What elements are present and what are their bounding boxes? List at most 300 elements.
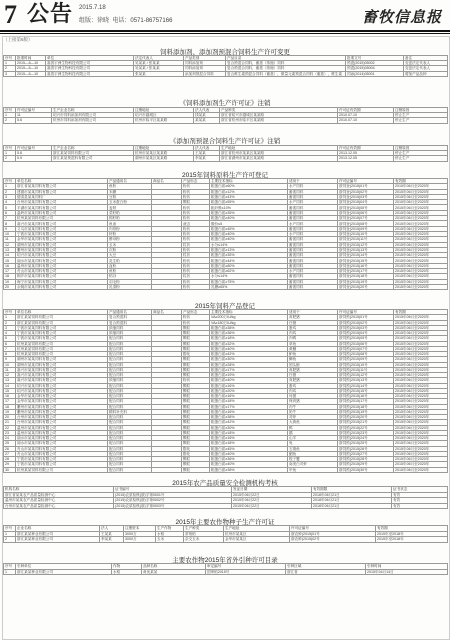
column-header: 生产地址 (224, 526, 290, 532)
table-cell: 育肥猪 (288, 367, 338, 372)
table-cell: 衢州市某某饲料有限公司 (16, 404, 108, 409)
table-cell: 粉状 (182, 258, 210, 263)
table-cell: 畜禽饲料 (288, 205, 338, 210)
table-cell: 变更法定代表人 (404, 61, 448, 66)
table-cell: 杂交玉米 (184, 537, 224, 543)
table-cell: 浙饲登(2015)20号 (338, 284, 394, 289)
table-cell: 2015年06月至2020年 (394, 420, 448, 425)
table-cell: 浙饲登(2015)03号 (338, 194, 394, 199)
table-cell: 粗蛋白质≥40% (210, 346, 288, 351)
column-header: 许可证有效期 (338, 108, 394, 113)
table-cell: 2013.12.05 (338, 151, 394, 156)
table-row (4, 569, 448, 575)
table-cell: 舟山市某某饲料有限公司 (16, 446, 108, 451)
table-cell: 粗蛋白质≥45% (210, 226, 288, 231)
table-cell: 17 (4, 269, 16, 274)
table-cell: 温州市某某饲料有限公司 (16, 263, 108, 268)
table-cell: 2015年06月至2020年 (394, 184, 448, 189)
table-cell: 9 (4, 357, 16, 362)
table-cell: 粗蛋白质≥80% (210, 263, 288, 268)
table-cell: 粉状 (182, 263, 210, 268)
table-cell: 畜禽饲料 (288, 279, 338, 284)
table-cell: 台州市某某农产品质量检测中心 (4, 503, 114, 509)
table-cell: 德清县某某饲料厂 (16, 194, 108, 199)
table-cell: 绍兴市某某饲料有限公司 (16, 253, 108, 258)
table-cell: 温岭市某某饲料有限公司 (16, 210, 108, 215)
table-cell: 玉米蛋白粉 (108, 200, 152, 205)
table-cell: 浙江省某某农产品质量检测中心 (4, 492, 114, 498)
table-cell: 虾粉 (108, 231, 152, 236)
table-cell: 2015年06月至2020年 (394, 383, 448, 388)
table-cell: 2015年06月至2020年 (394, 189, 448, 194)
table-cell: 粉状 (182, 210, 210, 215)
table-cell: 粗蛋白质≥35% (210, 253, 288, 258)
table-cell: 粗蛋白质≥38% (210, 325, 288, 330)
editor-line (79, 15, 172, 24)
table-cell: 浙饲预(2015)03号 (338, 325, 394, 330)
table-cell: 浙饲登(2015)18号 (338, 274, 394, 279)
table-cell: 粗蛋白质≥40% (210, 216, 288, 221)
table-cell (152, 467, 182, 472)
table-cell: 粉状 (182, 194, 210, 199)
table-cell: 血粉 (108, 263, 152, 268)
table-cell: 畜禽饲料 (288, 258, 338, 263)
column-header: 序号 (4, 56, 16, 61)
table-cell: 2015年06月至2020年 (394, 325, 448, 330)
table-cell: 湖州市某某饲料有限公司 (16, 357, 108, 362)
table-cell: (2015)农质检核(浙)字第0003号 (114, 503, 232, 509)
table-cell: 粗蛋白质≥32% (210, 341, 288, 346)
table-cell: 配合饲料 (108, 436, 152, 441)
table-cell: 16 (4, 263, 16, 268)
table-cell: 浙饲预(2015)14号 (338, 383, 394, 388)
table-cell: 2015年06月至2020年 (394, 210, 448, 215)
table-cell: 浙饲登(2015)14号 (338, 253, 394, 258)
table-cell: 配合饲料 (108, 420, 152, 425)
table-cell: 2015年06月至2020年 (394, 415, 448, 420)
table-cell: 饲料添加剂 (184, 61, 226, 66)
table-cell: 丽水市某某饲料有限公司 (16, 441, 108, 446)
table-cell: 配合饲料 (108, 341, 152, 346)
table-cell: 鲫鱼 (288, 357, 338, 362)
table-cell: 大豆 (108, 253, 152, 258)
section-title: 2015年农产品质量安全检测机构考核 (172, 480, 278, 487)
table-cell: 颗粒 (182, 336, 210, 341)
table-cell: 23 (4, 430, 16, 435)
table-cell: 颗粒 (182, 367, 210, 372)
table-cell: 温州市某某饲料有限公司 (16, 425, 108, 430)
table-cell: 丽水市某某饲料有限公司 (16, 258, 108, 263)
table-cell: 水产饲料 (288, 184, 338, 189)
table-cell: 鱼油 (108, 221, 152, 226)
column-header: 序号 (4, 564, 16, 570)
table-cell: 1 (4, 569, 16, 575)
table-cell: 畜禽饲料 (288, 247, 338, 252)
table-cell: 2015年06月22日 (232, 492, 312, 498)
table-cell: 浙饲登(2015)01号 (338, 184, 394, 189)
table-cell: 鸭 (288, 425, 338, 430)
column-header: 有效期 (394, 179, 448, 184)
table-cell: 颗粒 (182, 341, 210, 346)
column-header: 法人 (100, 526, 124, 532)
section-title: 2015年主要农作物种子生产许可证 (175, 519, 275, 526)
table-cell: 粉状 (182, 189, 210, 194)
table-cell: 粗蛋白质≥16% (210, 409, 288, 414)
table-cell: 余姚市某某饲料有限公司 (16, 284, 108, 289)
table-cell: 棉籽粕 (108, 216, 152, 221)
table-cell: 有效 (392, 492, 448, 498)
column-header: 单位名称 (16, 179, 108, 184)
table-cell: 有效 (392, 503, 448, 509)
table-cell: 15 (4, 388, 16, 393)
table-cell: 浙饲预(2015)22号 (338, 425, 394, 430)
table-cell: (2015)农质检核(浙)字第0001号 (114, 492, 232, 498)
table-cell: 2015年至2018年 (376, 531, 448, 537)
column-header: 产品形态 (182, 310, 210, 315)
table-cell: 浙江省 (286, 569, 366, 575)
table-cell: 2015年06月至2020年 (394, 200, 448, 205)
section-table (3, 309, 448, 473)
column-header: 引种单位 (16, 564, 112, 570)
table-cell: 浙饲登(2015)12号 (338, 242, 394, 247)
table-cell: 宁波市某某饲料有限公司 (16, 231, 108, 236)
table-cell: 有效 (392, 498, 448, 504)
table-cell: 2010.07.10 (338, 118, 394, 123)
column-header: 备注 (404, 56, 448, 61)
table-cell: 湖州市某某饲料有限公司 (16, 242, 108, 247)
table-cell: 金华市某某饲料有限公司 (16, 399, 108, 404)
table-cell: 粉状 (182, 315, 210, 320)
table-cell: 2015年06月至2020年 (394, 436, 448, 441)
table-cell: 浙江某某饲料有限公司 (16, 315, 108, 320)
column-header: 注销原因 (394, 108, 448, 113)
table-cell: 12 (4, 242, 16, 247)
table-cell: 肉骨粉 (108, 226, 152, 231)
table-cell: 配合饲料 (108, 415, 152, 420)
column-header: 批准时间 (16, 56, 46, 61)
header-rule-thin (0, 33, 450, 34)
table-cell: 宁波市某某饲料有限公司 (16, 325, 108, 330)
table-cell: 乳糖≥65% (210, 284, 288, 289)
table-cell: 配合饲料 (108, 394, 152, 399)
table-cell: 10 (4, 362, 16, 367)
table-cell: 粗蛋白质≥45% (210, 446, 288, 451)
table-cell: 酸价≤5 (210, 221, 288, 226)
table-cell: 鱼粉 (108, 269, 152, 274)
table-cell: 颗粒 (182, 467, 210, 472)
table-cell: 停止生产 (394, 151, 448, 156)
table-cell: 22 (4, 425, 16, 430)
table-cell: 金华市某某饲料有限公司 (16, 237, 108, 242)
table-cell: 浙饲预(2015)05号 (338, 336, 394, 341)
column-header: 许可证编号 (290, 526, 376, 532)
table-cell: 粗蛋白质≥30% (210, 425, 288, 430)
table-cell: 浓缩饲料 (108, 378, 152, 383)
table-cell: 1 (4, 531, 16, 537)
table-row (4, 467, 448, 472)
table-cell: 配合饲料 (108, 357, 152, 362)
table-cell: 2 (4, 189, 16, 194)
table-cell: 2015年06月至2020年 (394, 231, 448, 236)
table-cell: 鹅 (288, 430, 338, 435)
table-cell: 粗蛋白质≥40% (210, 237, 288, 242)
table-cell: 菜籽粕 (108, 210, 152, 215)
table-cell: 粗蛋白质≥40% (210, 378, 288, 383)
table-cell: 水产饲料 (288, 231, 338, 236)
table-cell: 28 (4, 457, 16, 462)
table-cell: 19 (4, 279, 16, 284)
table-row (4, 118, 448, 123)
table-cell: 2015年06月至2020年 (394, 451, 448, 456)
table-cell: 粗蛋白质≥44% (210, 258, 288, 263)
table-cell: 浙饲登(2015)07号 (338, 216, 394, 221)
table-cell: 配合饲料 (108, 441, 152, 446)
table-cell: 义乌市某某饲料有限公司 (16, 226, 108, 231)
table-cell: 浙饲预(2015)16号 (338, 394, 394, 399)
table-cell: 粗蛋白质≥17% (210, 367, 288, 372)
table-cell: 13 (4, 247, 16, 252)
table-cell: 粗蛋白质≥18% (210, 399, 288, 404)
section-table (3, 525, 448, 543)
table-cell: 复合预混料 (108, 320, 152, 325)
table-cell: 2015年06月至2020年 (394, 237, 448, 242)
column-header: 主要技术指标 (210, 310, 288, 315)
table-cell: 粗蛋白质≥35% (210, 210, 288, 215)
column-header: 有效期 (376, 526, 448, 532)
column-header: 引种时间 (366, 564, 448, 570)
section-name: 公告 (27, 2, 74, 27)
table-cell: 9 (4, 226, 16, 231)
table-cell: 2018年06月21日 (312, 492, 392, 498)
table-cell: 保育猪 (288, 399, 338, 404)
table-cell: 浙饲预(2015)18号 (338, 404, 394, 409)
table-cell: 浙饲预(2015)30号 (338, 467, 394, 472)
table-cell: VA≥200万IU/kg (210, 315, 288, 320)
table-cell: 温州市某某饲料有限公司 (16, 430, 108, 435)
table-cell: 粉状 (182, 247, 210, 252)
table-cell: 嘉兴市某某饲料有限公司 (16, 378, 108, 383)
table-cell: 2015年06月至2020年 (394, 194, 448, 199)
table-cell: 黄鳝 (288, 346, 338, 351)
table-cell: 粉状 (182, 231, 210, 236)
page-header (0, 0, 450, 30)
table-cell: 配合饲料 (108, 336, 152, 341)
table-cell: 浙江省某某饲料有限公司 (16, 184, 108, 189)
column-header: 主要技术指标 (210, 179, 288, 184)
table-cell: 浙饲预(2015)02号 (338, 320, 394, 325)
column-header: 注册地址 (134, 108, 194, 113)
column-header: 序号 (4, 179, 16, 184)
table-cell: 2015年06月至2020年 (394, 409, 448, 414)
table-cell: 2015年06月至2020年 (394, 399, 448, 404)
column-header: 注册资本 (124, 526, 156, 532)
table-cell: 粗蛋白质≥38% (210, 467, 288, 472)
table-cell: 山羊 (288, 436, 338, 441)
table-cell: 嘉善宇洲生物科技有限公司 (46, 71, 134, 76)
table-cell: 2015年06月至2020年 (394, 331, 448, 336)
table-cell: 浙江某某种业有限公司 (16, 569, 112, 575)
table-cell: 粗蛋白质≥60% (210, 184, 288, 189)
table-cell: 增加产品品种 (404, 71, 448, 76)
phone: 电话：0571-86757166 (112, 18, 173, 24)
section-title: 《添加剂预混合饲料生产许可证》注销 (169, 138, 281, 145)
table-cell: 2015年06月至2020年 (394, 247, 448, 252)
section-title: 2015年饲料原料生产许可登记 (182, 172, 268, 179)
table-cell: 浙江某某种业有限公司 (16, 531, 100, 537)
table-cell: 畜禽饲料 (288, 237, 338, 242)
column-header: 产品类别 (184, 56, 226, 61)
column-header: 序号 (4, 526, 16, 532)
table-cell: 草鱼 (288, 341, 338, 346)
table-cell: 米糠 (108, 189, 152, 194)
table-cell: 稻谷 (108, 274, 152, 279)
issue-date: 2015.7.18 (79, 5, 106, 11)
table-cell: 畜禽饲料 (288, 189, 338, 194)
table-cell: 甲鱼 (288, 467, 338, 472)
table-cell: 肉鸡 (288, 331, 338, 336)
table-cell: 颗粒 (182, 399, 210, 404)
table-cell: 2018年06月21日 (312, 498, 392, 504)
table-cell: 7 (4, 216, 16, 221)
table-cell: 浙江某某预混料有限公司 (52, 156, 134, 161)
table-cell: 配合饲料 (108, 346, 152, 351)
table-cell: 2015年06月至2020年 (394, 341, 448, 346)
table-cell: 粒状 (182, 274, 210, 279)
table-cell: 宁波市某某饲料有限公司 (16, 336, 108, 341)
table-cell: 粉状 (182, 216, 210, 221)
table-cell: 颗粒 (182, 383, 210, 388)
section-table (3, 486, 448, 509)
table-cell: 粗蛋白质≥40% (210, 231, 288, 236)
table-cell: 配合饲料 (108, 399, 152, 404)
table-cell: 3 (4, 325, 16, 330)
table-cell: 5 (4, 336, 16, 341)
table-cell: 颗粒 (182, 462, 210, 467)
table-cell: 浙饲预(2015)26号 (338, 446, 394, 451)
table-cell: 液态 (182, 221, 210, 226)
section-table (3, 563, 448, 575)
table-cell: 粉状 (182, 205, 210, 210)
table-cell: 畜禽饲料 (288, 216, 338, 221)
table-cell: 浙饲预(2015)23号 (338, 430, 394, 435)
table-cell: 颗粒 (182, 200, 210, 205)
column-header: 企业名称 (16, 526, 100, 532)
table-cell: 2015年06月至2020年 (394, 388, 448, 393)
table-cell: 3000万 (124, 537, 156, 543)
table-cell: 20 (4, 415, 16, 420)
table-cell: 杭州某某饲料有限公司 (16, 346, 108, 351)
section-table (3, 178, 448, 290)
table-cell: 颗粒 (182, 430, 210, 435)
table-cell: 配合饲料 (108, 446, 152, 451)
table-cell: 宁波市某某饲料有限公司 (16, 457, 108, 462)
table-cell: 浙农种(2015)01号 (290, 531, 376, 537)
table-cell: 颗粒 (182, 420, 210, 425)
table-cell: 5.8 (16, 151, 52, 156)
table-cell: 浙饲登(2015)05号 (338, 205, 394, 210)
table-cell: 绍兴市某某饲料有限公司 (16, 388, 108, 393)
table-cell: 浙饲登(2015)15号 (338, 258, 394, 263)
table-cell: 颗粒 (182, 346, 210, 351)
table-cell: 2015年06月至2020年 (394, 357, 448, 362)
table-cell: 浙饲登(2015)09号 (338, 226, 394, 231)
table-cell: 13 (4, 378, 16, 383)
section-title: 主要农作物2015年省外引种许可目录 (172, 557, 278, 564)
table-cell: 颗粒 (182, 436, 210, 441)
table-cell: 畜禽饲料 (288, 263, 338, 268)
table-cell: 石斑鱼 (288, 446, 338, 451)
table-cell: 杭州市某某区某某路 (134, 151, 194, 156)
table-cell: 配合饲料 (108, 388, 152, 393)
column-header: 产品种类 (220, 108, 338, 113)
table-cell: 粗蛋白质≥75% (210, 279, 288, 284)
table-cell: 奶牛 (288, 409, 338, 414)
table-cell: 甬优某某 (142, 569, 206, 575)
table-cell: 预混(2015)05004 (346, 66, 404, 71)
table-cell: 2015年06月至2020年 (394, 394, 448, 399)
table-cell: 水稻 (112, 569, 142, 575)
table-cell: 2015年06月至2020年 (394, 279, 448, 284)
table-cell: 酵母粉 (108, 237, 152, 242)
table-cell: (2015)农质检核(浙)字第0002号 (114, 498, 232, 504)
table-cell: 5.9 (16, 156, 52, 161)
column-header: 证书编号 (114, 487, 232, 493)
table-cell: 水分≤14% (210, 274, 288, 279)
column-header: 单位 (46, 56, 134, 61)
table-cell: 畜禽饲料 (288, 194, 338, 199)
table-cell: 粗蛋白质≥38% (210, 415, 288, 420)
table-cell: 2015年06月至2020年 (394, 242, 448, 247)
table-cell: 粗蛋白质≥36% (210, 457, 288, 462)
table-cell: 2015年06月至2020年 (394, 457, 448, 462)
table-row (4, 71, 448, 76)
column-header: 有效期 (394, 310, 448, 315)
table-cell: 舟山市某某饲料有限公司 (16, 269, 108, 274)
table-cell: 15 (4, 258, 16, 263)
table-cell: 粗蛋白质≥16% (210, 383, 288, 388)
section-table (3, 145, 448, 162)
table-cell: 2015年06月至2020年 (394, 373, 448, 378)
table-cell: 2018年06月21日 (312, 503, 392, 509)
table-cell: 粉状 (182, 184, 210, 189)
table-cell: 1 (4, 151, 16, 156)
table-cell: 浙饲登(2015)02号 (338, 189, 394, 194)
table-cell: 2015年06月至2020年 (394, 320, 448, 325)
table-cell: 14 (4, 253, 16, 258)
table-cell: 颗粒 (182, 394, 210, 399)
column-header: 批准文号 (346, 56, 404, 61)
table-cell: 吴某某 / 张某某 (134, 61, 184, 66)
table-cell: 浙江某某种业有限公司 (16, 537, 100, 543)
table-cell: 2 (4, 537, 16, 543)
table-cell: 花生粕 (108, 258, 152, 263)
column-header: 序号 (4, 310, 16, 315)
table-cell: 19 (4, 409, 16, 414)
table-cell: 平湖市某某饲料有限公司 (16, 205, 108, 210)
table-cell: 水分≤14% (210, 242, 288, 247)
column-header: 机构名称 (4, 487, 114, 493)
table-cell: 浙饲登(2015)16号 (338, 263, 394, 268)
table-cell: 台州市某某饲料有限公司 (16, 415, 108, 420)
table-cell: 2015年06月至2020年 (394, 404, 448, 409)
table-cell: 粗纤维≤10% (210, 205, 288, 210)
table-cell: 膨化 (182, 451, 210, 456)
table-cell: 仔猪 (288, 320, 338, 325)
table-cell: 李某某 (194, 156, 220, 161)
table-cell: 粗蛋白质≥43% (210, 194, 288, 199)
table-cell: 停止生产 (394, 156, 448, 161)
table-cell: 粗蛋白质≥20% (210, 388, 288, 393)
